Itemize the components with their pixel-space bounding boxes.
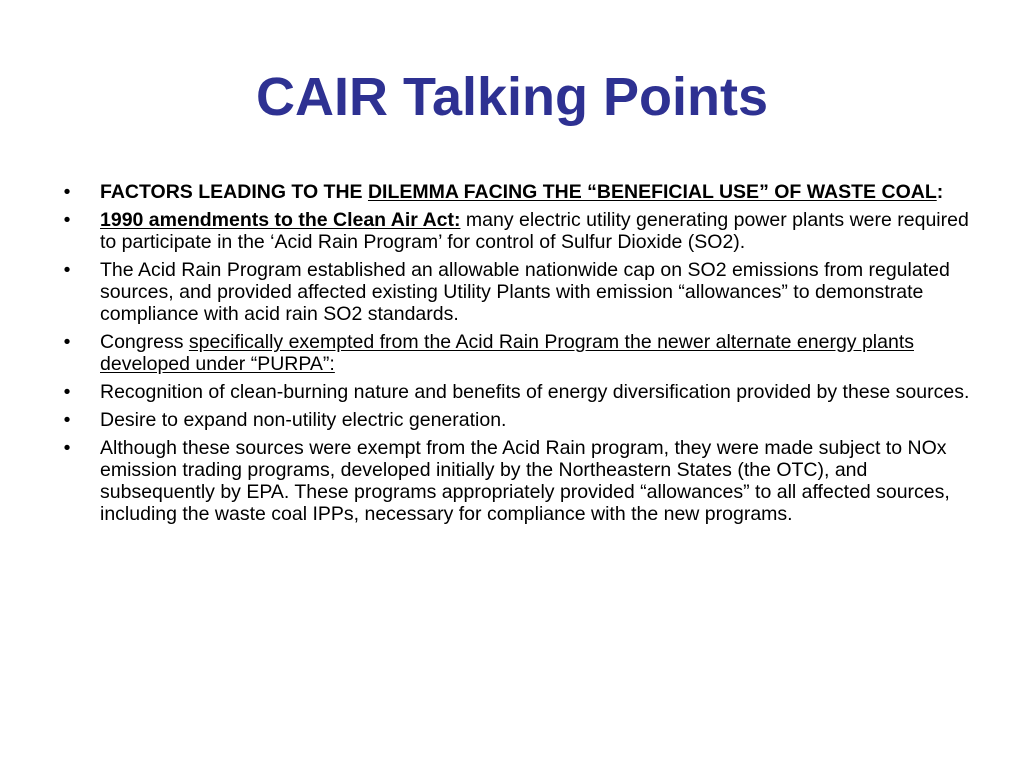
acid-rain-program-text: The Acid Rain Program established an allowable nationwide cap on SO2 emissions from regulated sources, and provided affected existing Utility Plants with emission “allowances” to demonstrate compliance with acid rain SO2 standards. [100, 259, 950, 325]
factors-dilemma-text: DILEMMA FACING THE “BENEFICIAL USE” OF WASTE COAL [367, 181, 937, 203]
bullet-item-acid-rain-program [60, 259, 980, 325]
bullet-item-recognition [60, 381, 980, 403]
amendments-text: many electric utility generating power plants were required to participate in the ‘Acid Rain Program’ for control of Sulfur Dioxide (SO2). [100, 209, 969, 253]
bullet-item-factors [60, 181, 980, 203]
bullet-item-amendments [60, 209, 980, 253]
bullet-icon: • [63, 259, 71, 281]
factors-lead-text: FACTORS LEADING TO THE [100, 181, 368, 203]
bullet-icon: • [63, 381, 71, 403]
bullet-icon: • [63, 409, 71, 431]
factors-colon: : [936, 181, 944, 203]
slide-title: CAIR Talking Points [255, 67, 769, 127]
bullet-icon: • [63, 181, 71, 203]
bullet-item-desire [60, 409, 980, 431]
nox-text: Although these sources were exempt from the Acid Rain program, they were made subject to NOx emission trading programs, developed initially by the Northeastern States (the OTC), and subsequently by EPA. These programs appropriately provided “allowances” to all affected sources, including the waste coal IPPs, necessary for compliance with the new programs. [100, 437, 950, 525]
bullet-icon: • [63, 331, 71, 353]
recognition-text: Recognition of clean-burning nature and benefits of energy diversification provided by these sources. [100, 381, 970, 403]
bullet-item-nox [60, 437, 980, 525]
bullet-item-congress [60, 331, 980, 375]
amendments-heading: 1990 amendments to the Clean Air Act: [100, 209, 461, 231]
bullet-icon: • [63, 209, 71, 231]
congress-lead-text: Congress [100, 331, 189, 353]
bullet-icon: • [63, 437, 71, 459]
congress-exempted-text: specifically exempted from the Acid Rain Program the newer alternate energy plants developed under “PURPA”: [100, 331, 914, 375]
desire-text: Desire to expand non-utility electric generation. [100, 409, 507, 431]
bullet-list [60, 181, 980, 531]
